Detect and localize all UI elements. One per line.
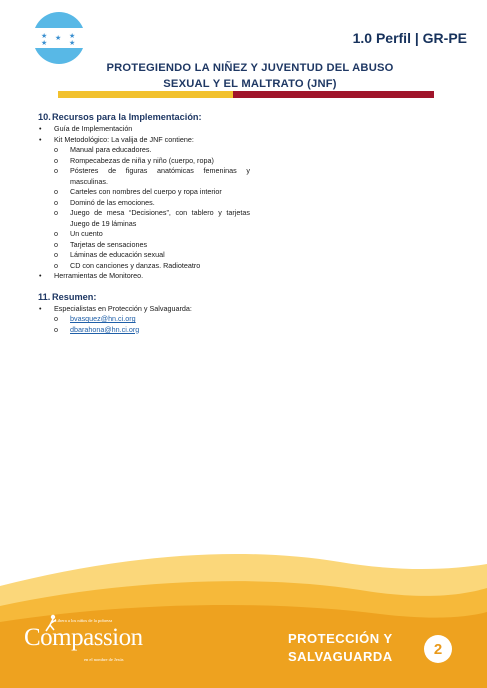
sublist-item: [54, 261, 258, 272]
logo-tagline-top: Libera a los niños de la pobreza: [55, 618, 113, 623]
document-title: [60, 60, 440, 92]
sublist-item-text: Láminas de educación sexual: [70, 250, 165, 259]
email-link[interactable]: dbarahona@hn.ci.org: [70, 324, 140, 334]
sublist-item: [54, 325, 258, 336]
sublist-item: [54, 145, 258, 156]
sub-bullet: o: [54, 208, 58, 217]
sublist-item: [54, 240, 258, 251]
sublist-item: [54, 156, 258, 167]
bullet: •: [39, 303, 42, 313]
section-10-list: [38, 124, 258, 282]
sublist-item-text: Manual para educadores.: [70, 145, 152, 154]
kit-sublist: [54, 145, 258, 271]
sublist-item: [54, 198, 258, 209]
list-item-text: Kit Metodológico: La valija de JNF contiene:: [54, 134, 194, 144]
honduras-flag-icon: ★ ★ ★ ★ ★: [33, 12, 85, 64]
section-11-list: [38, 304, 258, 336]
logo-tagline-bottom: en el nombre de Jesús: [84, 657, 124, 662]
section-title: Resumen:: [52, 291, 97, 302]
footer-section-line-1: PROTECCIÓN Y: [288, 631, 393, 646]
sub-bullet: o: [54, 187, 58, 196]
list-item: [38, 124, 258, 135]
bullet: •: [39, 134, 42, 144]
email-sublist: [54, 314, 258, 335]
bullet: •: [39, 271, 42, 280]
section-number: 11.: [38, 291, 51, 302]
sublist-item: [54, 166, 258, 187]
sub-bullet: o: [54, 250, 58, 259]
document-code: 1.0 Perfil | GR-PE: [352, 30, 467, 46]
title-line-2: SEXUAL Y EL MALTRATO (JNF): [163, 78, 337, 90]
sublist-item-text: Dominó de las emociones.: [70, 197, 155, 207]
section-title: Recursos para la Implementación:: [52, 112, 202, 122]
main-content: [38, 112, 258, 335]
footer-section-line-2: SALVAGUARDA: [288, 649, 393, 664]
list-item: [38, 135, 258, 272]
sublist-item: [54, 250, 258, 261]
sub-bullet: o: [54, 324, 58, 334]
page-number: 2: [424, 635, 452, 663]
list-item-text: Guía de Implementación: [54, 124, 133, 133]
sub-bullet: o: [54, 197, 58, 207]
sublist-item: [54, 314, 258, 325]
sub-bullet: o: [54, 229, 58, 238]
logo-brand: Compassion: [24, 624, 143, 651]
color-bar-yellow: [58, 91, 233, 98]
sublist-item-text: CD con canciones y danzas. Radioteatro: [70, 260, 201, 270]
sub-bullet: o: [54, 145, 58, 154]
section-11-heading: [38, 292, 258, 302]
sublist-item-text: Pósteres de figuras anatómicas femeninas y masculinas.: [70, 166, 250, 186]
title-color-bar: [58, 91, 434, 98]
footer-section-label: [288, 630, 393, 666]
sublist-item: [54, 187, 258, 198]
sublist-item: [54, 229, 258, 240]
title-line-1: PROTEGIENDO LA NIÑEZ Y JUVENTUD DEL ABUSO: [106, 62, 394, 74]
color-bar-red: [233, 91, 434, 98]
sub-bullet: o: [54, 260, 58, 270]
sublist-item-text: Juego de mesa “Decisiones”, con tablero y tarjetas Juego de 19 láminas: [70, 208, 250, 228]
sublist-item-text: Carteles con nombres del cuerpo y ropa interior: [70, 187, 222, 196]
sublist-item-text: Un cuento: [70, 229, 103, 238]
section-number: 10.: [38, 112, 51, 122]
sublist-item-text: Tarjetas de sensaciones: [70, 239, 148, 249]
list-item-text: Especialistas en Protección y Salvaguarda:: [54, 303, 192, 313]
bullet: •: [39, 124, 42, 133]
section-10-heading: [38, 112, 258, 122]
list-item-text: Herramientas de Monitoreo.: [54, 271, 144, 280]
sub-bullet: o: [54, 314, 58, 323]
compassion-logo: [22, 612, 172, 674]
email-link[interactable]: bvasquez@hn.ci.org: [70, 314, 136, 323]
sub-bullet: o: [54, 239, 58, 249]
section-11: [38, 292, 258, 336]
sub-bullet: o: [54, 166, 58, 175]
sublist-item: [54, 208, 258, 229]
sub-bullet: o: [54, 155, 58, 165]
list-item: [38, 271, 258, 282]
sublist-item-text: Rompecabezas de niña y niño (cuerpo, ropa): [70, 155, 214, 165]
list-item: [38, 304, 258, 336]
